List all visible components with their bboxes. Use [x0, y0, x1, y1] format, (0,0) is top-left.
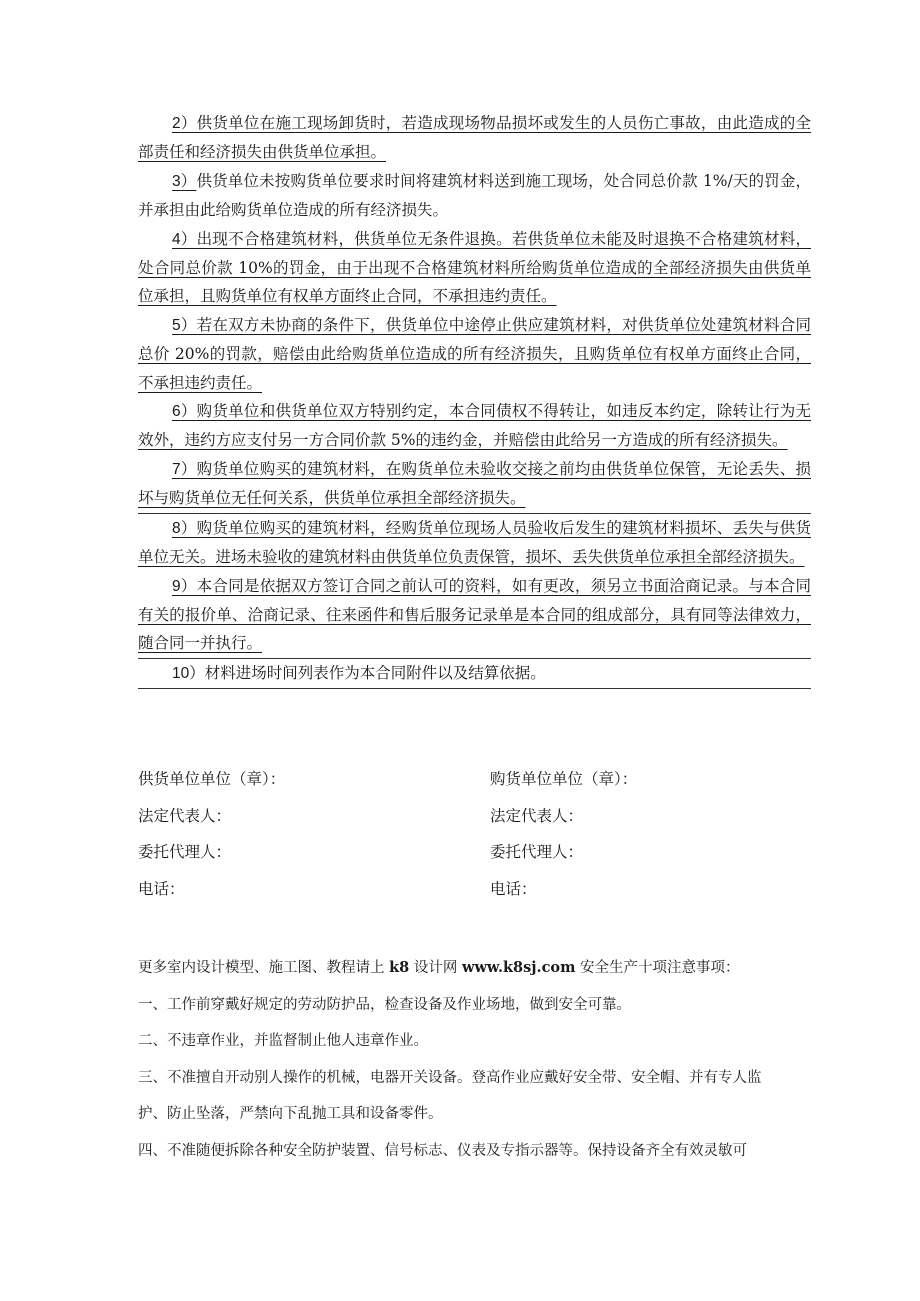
supplier-seal-label: 供货单位单位（章）：	[138, 770, 286, 788]
clause-9: 9）本合同是依据双方签订合同之前认可的资料，如有更改，须另立书面洽商记录。与本合同有关的报价单、洽商记录、往来函件和售后服务记录单是本合同的组成部分，具有同等法律效力，随合同一并执行。	[138, 572, 811, 659]
clause-10: 10）材料进场时间列表作为本合同附件以及结算依据。	[138, 659, 811, 689]
buyer-phone-label: 电话：	[490, 879, 537, 898]
clause-4: 4）出现不合格建筑材料，供货单位无条件退换。若供货单位未能及时退换不合格建筑材料，处合同总价款 10%的罚金，由于出现不合格建筑材料所给购货单位造成的全部经济损失由供货单位承担，且购货单位有权单方面终止合同，不承担违约责任。	[138, 229, 811, 306]
signature-block	[138, 764, 811, 910]
clause-3: 3）供货单位未按购货单位要求时间将建筑材料送到施工现场，处合同总价款 1%/天的罚金，并承担由此给购货单位造成的所有经济损失。	[138, 171, 811, 220]
note-item: 护、防止坠落，严禁向下乱抛工具和设备零件。	[138, 1106, 443, 1122]
note-item: 四、不准随便拆除各种安全防护装置、信号标志、仪表及专指示器等。保持设备齐全有效灵敏可	[138, 1142, 747, 1159]
buyer-seal-label: 购货单位单位（章）：	[490, 770, 638, 788]
clause-8: 8）购货单位购买的建筑材料，经购货单位现场人员验收后发生的建筑材料损坏、丢失与供货单位无关。进场未验收的建筑材料由供货单位负责保管，损坏、丢失供货单位承担全部经济损失。	[138, 518, 811, 567]
note-item: 一、工作前穿戴好规定的劳动防护品，检查设备及作业场地，做到安全可靠。	[138, 996, 631, 1013]
clause-6: 6）购货单位和供货单位双方特别约定，本合同债权不得转让，如违反本约定，除转让行为无效外，违约方应支付另一方合同价款 5%的违约金，并赔偿由此给另一方造成的所有经济损失。	[138, 402, 811, 450]
clause-2: 2）供货单位在施工现场卸货时，若造成现场物品损坏或发生的人员伤亡事故，由此造成的全部责任和经济损失由供货单位承担。	[138, 114, 811, 162]
supplier-legal-rep-label: 法定代表人：	[138, 806, 232, 825]
buyer-legal-rep-label: 法定代表人：	[490, 806, 584, 825]
site-url: www.k8sj.com	[461, 959, 576, 976]
seal-row	[138, 764, 811, 801]
legal-rep-row	[138, 801, 811, 838]
brand-name: k8	[389, 959, 410, 976]
contract-clauses	[138, 109, 811, 689]
supplier-agent-label: 委托代理人：	[138, 843, 232, 862]
phone-row	[138, 874, 811, 911]
clause-7: 7）购货单位购买的建筑材料，在购货单位未验收交接之前均由供货单位保管，无论丢失、损坏与购货单位无任何关系，供货单位承担全部经济损失。	[138, 455, 811, 514]
notes-intro: 更多室内设计模型、施工图、教程请上 k8 设计网 www.k8sj.com 安全生产十项注意事项：	[138, 959, 740, 976]
clause-5: 5）若在双方未协商的条件下，供货单位中途停止供应建筑材料，对供货单位处建筑材料合同总价 20%的罚款，赔偿由此给购货单位造成的所有经济损失，且购货单位有权单方面终止合同，不承担违约责任。	[138, 315, 811, 392]
supplier-phone-label: 电话：	[138, 879, 185, 898]
agent-row	[138, 837, 811, 874]
note-item: 二、不违章作业，并监督制止他人违章作业。	[138, 1033, 428, 1049]
note-item: 三、不准擅自开动别人操作的机械，电器开关设备。登高作业应戴好安全带、安全帽、并有专人监	[138, 1069, 762, 1086]
buyer-agent-label: 委托代理人：	[490, 843, 584, 862]
safety-notes	[138, 950, 811, 1169]
